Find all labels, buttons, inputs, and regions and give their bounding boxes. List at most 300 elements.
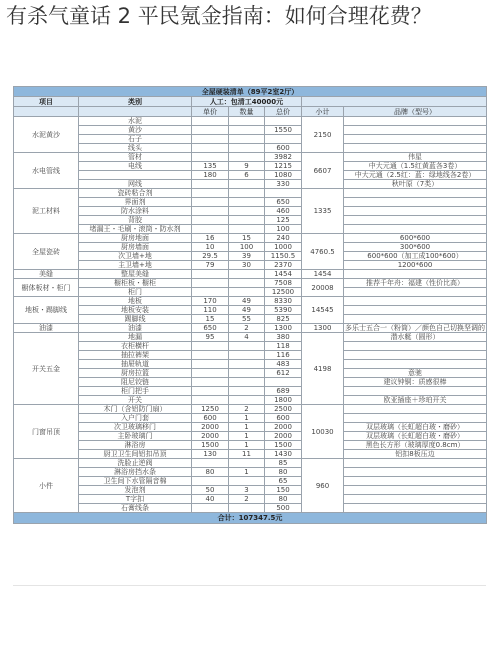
brand-cell [344, 414, 487, 423]
sum-cell: 825 [265, 315, 302, 324]
sum-cell: 1454 [265, 270, 302, 279]
project-cell: 门窗吊顶 [14, 405, 79, 459]
qty-cell [229, 351, 265, 360]
qty-cell: 100 [229, 243, 265, 252]
category-cell: 地漏 [79, 333, 192, 342]
brand-cell [344, 342, 487, 351]
table-row [14, 117, 487, 126]
brand-cell: 建议钟铜：质感很棒 [344, 378, 487, 387]
brand-cell [344, 288, 487, 297]
sum-cell: 1430 [265, 450, 302, 459]
sheet-shadow [13, 585, 486, 586]
qty-cell: 9 [229, 162, 265, 171]
qty-cell [229, 396, 265, 405]
table-row [14, 486, 487, 495]
price-cell [192, 351, 229, 360]
table-row [14, 396, 487, 405]
sum-cell: 2500 [265, 405, 302, 414]
table-row [14, 288, 487, 297]
qty-cell: 15 [229, 234, 265, 243]
brand-cell [344, 306, 487, 315]
col-header-project: 项目 [14, 97, 79, 107]
qty-cell: 4 [229, 333, 265, 342]
category-cell: 厨房拉篮 [79, 369, 192, 378]
col-header-qty: 数量 [229, 107, 265, 117]
price-cell [192, 342, 229, 351]
price-cell: 600 [192, 414, 229, 423]
sum-cell [265, 135, 302, 144]
price-cell [192, 396, 229, 405]
table-row [14, 450, 487, 459]
qty-cell [229, 216, 265, 225]
sum-cell: 650 [265, 198, 302, 207]
sum-cell: 12500 [265, 288, 302, 297]
qty-cell [229, 117, 265, 126]
qty-cell [229, 189, 265, 198]
sum-cell: 2000 [265, 423, 302, 432]
price-cell [192, 126, 229, 135]
col-header-price: 单价 [192, 107, 229, 117]
qty-cell [229, 198, 265, 207]
sum-cell: 3982 [265, 153, 302, 162]
sum-cell [265, 378, 302, 387]
category-cell: 抽拉裤架 [79, 351, 192, 360]
category-cell: 踢脚线 [79, 315, 192, 324]
table-row [14, 162, 487, 171]
table-row [14, 441, 487, 450]
sum-cell: 240 [265, 234, 302, 243]
category-cell: 瓷砖粘合剂 [79, 189, 192, 198]
qty-cell: 1 [229, 468, 265, 477]
sum-cell: 380 [265, 333, 302, 342]
qty-cell [229, 153, 265, 162]
price-cell: 50 [192, 486, 229, 495]
price-cell: 79 [192, 261, 229, 270]
category-cell: 柜门 [79, 288, 192, 297]
sum-cell: 1550 [265, 126, 302, 135]
qty-cell: 1 [229, 441, 265, 450]
sum-cell: 116 [265, 351, 302, 360]
price-cell [192, 207, 229, 216]
qty-cell [229, 135, 265, 144]
category-cell: 黄沙 [79, 126, 192, 135]
price-cell [192, 288, 229, 297]
table-row [14, 198, 487, 207]
table-row [14, 216, 487, 225]
category-cell: 地板 [79, 297, 192, 306]
project-cell: 油漆 [14, 324, 79, 333]
qty-cell [229, 477, 265, 486]
brand-cell [344, 117, 487, 126]
brand-cell: 欧亚插座＋珍珀开关 [344, 396, 487, 405]
category-cell: 木门（含铝防门扇） [79, 405, 192, 414]
price-cell [192, 180, 229, 189]
brand-cell: 潜水艇（圆形） [344, 333, 487, 342]
brand-cell: 伟星 [344, 153, 487, 162]
sum-cell: 125 [265, 216, 302, 225]
brand-cell: 推荐千年舟：福建（性价比高） [344, 279, 487, 288]
table-row [14, 207, 487, 216]
qty-cell [229, 360, 265, 369]
sum-cell: 600 [265, 144, 302, 153]
subtotal-cell: 4760.5 [302, 234, 344, 270]
subtotal-cell: 20008 [302, 279, 344, 297]
col-header-sum: 总价 [265, 107, 302, 117]
table-row [14, 342, 487, 351]
price-cell: 2000 [192, 432, 229, 441]
table-row [14, 378, 487, 387]
category-cell: 次卫墙+地 [79, 252, 192, 261]
table-row [14, 243, 487, 252]
price-cell [192, 504, 229, 513]
category-cell: 洗脸止逆阀 [79, 459, 192, 468]
price-cell [192, 225, 229, 234]
qty-cell: 55 [229, 315, 265, 324]
category-cell: 衣柜横杆 [79, 342, 192, 351]
category-cell: 阻尼铰链 [79, 378, 192, 387]
sum-cell: 612 [265, 369, 302, 378]
category-cell: 整屋美缝 [79, 270, 192, 279]
brand-cell [344, 315, 487, 324]
brand-cell [344, 135, 487, 144]
category-cell: T字扣 [79, 495, 192, 504]
total-amount: 合计：107347.5元 [14, 513, 487, 524]
price-cell: 650 [192, 324, 229, 333]
qty-cell [229, 378, 265, 387]
table-row [14, 261, 487, 270]
sum-cell [265, 117, 302, 126]
page-title: 有杀气童话 2 平民氪金指南：如何合理花费？ [6, 4, 432, 28]
category-cell: 柜门把手 [79, 387, 192, 396]
project-cell: 水电管线 [14, 153, 79, 189]
qty-cell [229, 180, 265, 189]
sum-cell: 65 [265, 477, 302, 486]
table-row [14, 360, 487, 369]
price-cell: 29.5 [192, 252, 229, 261]
brand-cell: 双层玻璃（长虹超白玻・磨砂） [344, 432, 487, 441]
sum-cell: 330 [265, 180, 302, 189]
category-cell: 厨卫卫生间铝扣吊顶 [79, 450, 192, 459]
table-row [14, 324, 487, 333]
sum-cell: 689 [265, 387, 302, 396]
subtotal-cell: 1454 [302, 270, 344, 279]
table-row [14, 432, 487, 441]
qty-cell [229, 459, 265, 468]
price-cell [192, 135, 229, 144]
qty-cell: 11 [229, 450, 265, 459]
table-row [14, 279, 487, 288]
sum-cell: 150 [265, 486, 302, 495]
price-cell [192, 459, 229, 468]
category-cell: 厨房地面 [79, 234, 192, 243]
price-cell [192, 198, 229, 207]
price-cell: 40 [192, 495, 229, 504]
brand-cell: 多乐士五合一（粉筒）／颜色自己切换坚调的 [345, 324, 486, 332]
subtotal-cell: 2150 [302, 117, 344, 153]
total-row [14, 513, 487, 524]
category-cell: 厨房墙面 [79, 243, 192, 252]
price-cell: 16 [192, 234, 229, 243]
brand-cell [344, 486, 487, 495]
price-cell [192, 387, 229, 396]
table-row [14, 297, 487, 306]
price-cell [192, 270, 229, 279]
sum-cell: 85 [265, 459, 302, 468]
category-cell: 石膏线条 [79, 504, 192, 513]
table-row [14, 369, 487, 378]
price-cell: 110 [192, 306, 229, 315]
qty-cell: 30 [229, 261, 265, 270]
price-cell [192, 117, 229, 126]
sum-cell: 1300 [265, 324, 302, 333]
subtotal-cell: 14545 [302, 297, 344, 324]
brand-cell: 意驰 [344, 369, 487, 378]
brand-cell [344, 126, 487, 135]
sum-cell: 2370 [265, 261, 302, 270]
qty-cell: 2 [229, 405, 265, 414]
qty-cell: 1 [229, 414, 265, 423]
sum-cell: 118 [265, 342, 302, 351]
cost-table [13, 86, 487, 524]
price-cell: 10 [192, 243, 229, 252]
brand-cell [344, 360, 487, 369]
category-cell: 水泥 [79, 117, 192, 126]
sum-cell: 8330 [265, 297, 302, 306]
sum-cell: 1500 [265, 441, 302, 450]
brand-cell [344, 387, 487, 396]
brand-cell [344, 297, 487, 306]
table-row [14, 414, 487, 423]
table-row [14, 225, 487, 234]
category-cell: 橱柜板・橱柜 [79, 279, 192, 288]
brand-cell [344, 144, 487, 153]
qty-cell [229, 279, 265, 288]
price-cell: 15 [192, 315, 229, 324]
qty-cell: 3 [229, 486, 265, 495]
brand-cell [344, 216, 487, 225]
category-cell: 淋浴房挡水条 [79, 468, 192, 477]
table-row [14, 315, 487, 324]
qty-cell: 39 [229, 252, 265, 261]
table-row [14, 351, 487, 360]
price-cell [192, 369, 229, 378]
qty-cell [229, 207, 265, 216]
brand-cell [344, 405, 487, 414]
project-cell: 橱体板材・柜门 [14, 279, 79, 297]
table-row [14, 306, 487, 315]
brand-cell: 黑色长方形（玻璃厚度0.8cm） [344, 441, 487, 450]
sum-cell: 2000 [265, 432, 302, 441]
sum-cell: 80 [265, 495, 302, 504]
brand-cell: 中大元通（1.5红黄蓝各3卷） [344, 162, 487, 171]
qty-cell: 2 [229, 495, 265, 504]
category-cell: 抽屉轨道 [79, 360, 192, 369]
category-cell: 卫生间下水管隔音棉 [79, 477, 192, 486]
category-cell: 线头 [79, 144, 192, 153]
sum-cell: 1800 [265, 396, 302, 405]
brand-cell [344, 495, 487, 504]
table-row [14, 405, 487, 414]
brand-cell [344, 477, 487, 486]
table-row [14, 144, 487, 153]
col-header-category: 类别 [79, 97, 192, 107]
qty-cell [229, 225, 265, 234]
price-cell: 130 [192, 450, 229, 459]
qty-cell: 1 [229, 423, 265, 432]
qty-cell [229, 387, 265, 396]
category-cell: 主卫墙+地 [79, 261, 192, 270]
brand-cell: 600*600 [344, 234, 487, 243]
project-cell: 全屋瓷砖 [14, 234, 79, 270]
category-cell: 网线 [79, 180, 192, 189]
subtotal-cell: 4198 [302, 333, 344, 405]
sum-cell: 1150.5 [265, 252, 302, 261]
sum-cell: 600 [265, 414, 302, 423]
price-cell [192, 216, 229, 225]
category-cell: 堵漏王・毛刷・滚筒・防水剂 [79, 225, 192, 234]
table-row [14, 234, 487, 243]
qty-cell [229, 342, 265, 351]
qty-cell: 2 [229, 324, 265, 333]
brand-cell [344, 189, 487, 198]
table-row [14, 477, 487, 486]
qty-cell [229, 369, 265, 378]
category-cell: 石子 [79, 135, 192, 144]
subtotal-cell: 6607 [302, 153, 344, 189]
sum-cell: 1215 [265, 162, 302, 171]
table-row [14, 153, 487, 162]
brand-cell [344, 504, 487, 513]
price-cell [192, 153, 229, 162]
sum-cell [265, 189, 302, 198]
category-cell: 地板安装 [79, 306, 192, 315]
table-row [14, 126, 487, 135]
table-row [14, 459, 487, 468]
table-row [14, 333, 487, 342]
subtotal-cell: 960 [302, 459, 344, 513]
labor-note: 人工：包清工40000元 [192, 97, 302, 107]
category-cell: 淋浴房 [79, 441, 192, 450]
brand-cell: 600*600（加工成100*600） [344, 252, 487, 261]
brand-cell [344, 198, 487, 207]
table-row [14, 252, 487, 261]
category-cell: 管材 [79, 153, 192, 162]
brand-cell: 中大元通（2.5红：蓝：绿地线各2卷） [344, 171, 487, 180]
category-cell: 电线 [79, 162, 192, 171]
subtotal-cell: 10030 [302, 405, 344, 459]
subtotal-cell: 1300 [302, 324, 344, 333]
brand-cell: 1200*600 [344, 261, 487, 270]
price-cell: 95 [192, 333, 229, 342]
sum-cell: 80 [265, 468, 302, 477]
brand-cell: 秋叶原（7类） [344, 180, 487, 189]
sum-cell: 5390 [265, 306, 302, 315]
category-cell: 次卫玻璃移门 [79, 423, 192, 432]
price-cell [192, 378, 229, 387]
brand-cell [344, 351, 487, 360]
qty-cell [229, 504, 265, 513]
subtotal-cell: 1335 [302, 189, 344, 234]
price-cell [192, 360, 229, 369]
qty-cell [229, 270, 265, 279]
table-row [14, 180, 487, 189]
price-cell: 1250 [192, 405, 229, 414]
category-cell: 入户门套 [79, 414, 192, 423]
price-cell: 135 [192, 162, 229, 171]
price-cell: 1500 [192, 441, 229, 450]
brand-cell [344, 207, 487, 216]
price-cell: 80 [192, 468, 229, 477]
project-cell: 水泥黄沙 [14, 117, 79, 153]
sum-cell: 500 [265, 504, 302, 513]
qty-cell: 1 [229, 432, 265, 441]
sum-cell: 1080 [265, 171, 302, 180]
project-cell: 小件 [14, 459, 79, 513]
category-cell: 主卧玻璃门 [79, 432, 192, 441]
project-cell: 地板・踢脚线 [14, 297, 79, 324]
table-row [14, 189, 487, 198]
category-cell: 油漆 [79, 324, 192, 333]
price-cell: 2000 [192, 423, 229, 432]
price-cell [192, 189, 229, 198]
category-cell: 防水涂料 [79, 207, 192, 216]
brand-cell [344, 225, 487, 234]
table-row [14, 504, 487, 513]
category-cell: 背胶 [79, 216, 192, 225]
brand-cell: 双层玻璃（长虹超白玻・磨砂） [344, 423, 487, 432]
table-row [14, 495, 487, 504]
table-row [14, 135, 487, 144]
brand-cell [344, 459, 487, 468]
qty-cell [229, 144, 265, 153]
qty-cell [229, 126, 265, 135]
sum-cell: 1000 [265, 243, 302, 252]
category-cell [79, 171, 192, 180]
price-cell [192, 477, 229, 486]
brand-cell: 铝扣8板压边 [344, 450, 487, 459]
sum-cell: 7508 [265, 279, 302, 288]
col-header-subtotal: 小计 [302, 107, 344, 117]
table-row [14, 270, 487, 279]
table-row [14, 468, 487, 477]
project-cell: 开关五金 [14, 333, 79, 405]
qty-cell: 49 [229, 297, 265, 306]
brand-cell [344, 270, 487, 279]
sum-cell: 100 [265, 225, 302, 234]
table-row [14, 171, 487, 180]
category-cell: 发泡剂 [79, 486, 192, 495]
price-cell [192, 144, 229, 153]
table-row [14, 387, 487, 396]
col-header-brand: 品牌（型号） [344, 107, 487, 117]
brand-cell: 300*600 [344, 243, 487, 252]
price-cell: 180 [192, 171, 229, 180]
category-cell: 开关 [79, 396, 192, 405]
price-cell [192, 279, 229, 288]
table-row [14, 423, 487, 432]
category-cell: 界面剂 [79, 198, 192, 207]
cost-sheet [13, 86, 486, 582]
qty-cell [229, 288, 265, 297]
sum-cell: 460 [265, 207, 302, 216]
qty-cell: 49 [229, 306, 265, 315]
project-cell: 泥工材料 [14, 189, 79, 234]
sum-cell: 483 [265, 360, 302, 369]
price-cell: 170 [192, 297, 229, 306]
qty-cell: 6 [229, 171, 265, 180]
sheet-header: 全屋硬装清单（89平2室2厅） [14, 87, 487, 97]
project-cell: 美缝 [14, 270, 79, 279]
